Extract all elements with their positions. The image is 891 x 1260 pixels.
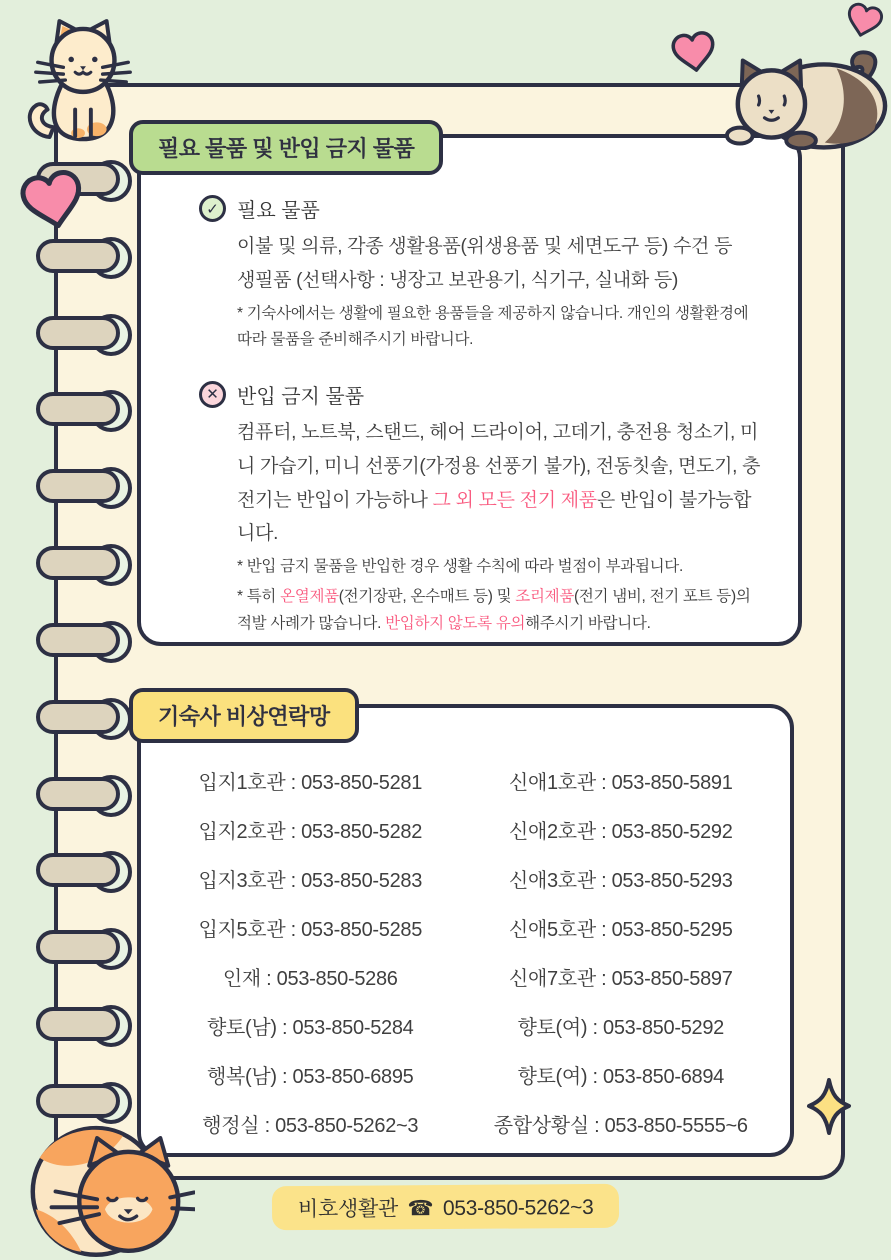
required-items-block [199, 194, 762, 354]
contact-entry: 신애3호관 : 053-850-5293 [508, 870, 733, 892]
binding-ring [36, 850, 134, 890]
binding-ring [36, 236, 134, 276]
x-circle-icon: ✕ [199, 381, 226, 408]
contact-row [155, 952, 776, 1001]
footer-contact [272, 1184, 620, 1230]
cat-curled-icon [12, 1114, 195, 1259]
prohibited-items-title: 반입 금지 물품 [237, 385, 365, 408]
binding-ring [36, 774, 134, 814]
required-items-line2: 생필품 (선택사항 : 냉장고 보관용기, 식기구, 실내화 등) [237, 269, 678, 291]
contact-row [155, 903, 776, 952]
contact-row [155, 1001, 776, 1050]
contact-entry: 입지5호관 : 053-850-5285 [198, 919, 423, 941]
note2-part: (전기장판, 온수매트 등) 및 [338, 587, 516, 605]
check-circle-icon: ✓ [199, 195, 226, 222]
sparkle-icon [806, 1077, 852, 1137]
heart-icon [842, 0, 885, 42]
binding-ring [36, 697, 134, 737]
required-items-text [237, 230, 762, 298]
contact-entry: 행정실 : 053-850-5262~3 [202, 1115, 419, 1137]
note2-part: * 특히 [237, 587, 281, 605]
cat-sitting-icon [24, 18, 142, 148]
contact-entry: 입지3호관 : 053-850-5283 [198, 870, 423, 892]
section-title-contacts: 기숙사 비상연락망 [129, 688, 359, 743]
footer-phone-number: 053-850-5262~3 [442, 1195, 594, 1221]
prohibited-body-pre: 컴퓨터, 노트북, 스탠드, 헤어 드라이어, 고데기, 충전용 청소기, 미니 가습기, 미니 선풍기(가정용 선풍기 불가), 전동칫솔, 면도기, 충전기는 반입이 가능하나 [237, 421, 761, 511]
phone-icon: ☎ [407, 1197, 434, 1221]
prohibited-items-heading [199, 380, 762, 409]
contact-entry: 신애2호관 : 053-850-5292 [508, 821, 733, 843]
heart-icon [669, 29, 718, 76]
prohibited-items-text [237, 416, 762, 551]
contact-entry: 향토(여) : 053-850-5292 [517, 1017, 724, 1039]
note2-highlight-cooking: 조리제품 [515, 587, 574, 605]
contacts-card [137, 704, 794, 1157]
prohibited-items-note2 [237, 584, 762, 637]
note2-highlight-warning: 반입하지 않도록 유의 [385, 614, 526, 632]
binding-ring [36, 466, 134, 506]
notebook-paper [54, 83, 845, 1180]
required-items-heading [199, 194, 762, 223]
contact-row [155, 805, 776, 854]
contact-row [155, 1099, 776, 1148]
prohibited-items-note1: * 반입 금지 물품을 반입한 경우 생활 수칙에 따라 벌점이 부과됩니다. [237, 558, 683, 576]
contact-entry: 신애5호관 : 053-850-5295 [508, 919, 733, 941]
binding-ring [36, 543, 134, 583]
prohibited-body-post: 은 반입이 불가능합니다. [237, 489, 752, 545]
binding-ring [36, 313, 134, 353]
contact-row [155, 1050, 776, 1099]
section-title-items: 필요 물품 및 반입 금지 물품 [129, 120, 443, 175]
spiral-binding [36, 159, 136, 1121]
contact-entry: 입지2호관 : 053-850-5282 [198, 821, 423, 843]
footer-building-name: 비호생활관 [297, 1197, 398, 1222]
contact-entry: 신애7호관 : 053-850-5897 [508, 968, 733, 990]
binding-ring [36, 389, 134, 429]
contact-entry: 향토(남) : 053-850-5284 [206, 1017, 414, 1039]
required-items-note: * 기숙사에서는 생활에 필요한 용품들을 제공하지 않습니다. 개인의 생활환경에 따라 물품을 준비해주시기 바랍니다. [237, 304, 749, 349]
contact-entry: 인재 : 053-850-5286 [222, 968, 398, 990]
note2-part: 해주시기 바랍니다. [525, 614, 651, 632]
contact-entry: 신애1호관 : 053-850-5891 [508, 772, 733, 794]
items-card [137, 134, 802, 646]
cat-lying-icon [722, 48, 890, 150]
binding-ring [36, 620, 134, 660]
note2-part: (전기 냄비, 전기 포트 등)의 적발 사례가 많습니다. [237, 587, 751, 632]
binding-ring [36, 1004, 134, 1044]
contact-row [155, 854, 776, 903]
contact-entry: 행복(남) : 053-850-6895 [206, 1066, 414, 1088]
prohibited-body-highlight: 그 외 모든 전기 제품 [432, 489, 597, 511]
prohibited-items-block [199, 380, 762, 637]
contact-entry: 향토(여) : 053-850-6894 [517, 1066, 724, 1088]
contact-row [155, 756, 776, 805]
contact-entry: 종합상황실 : 053-850-5555~6 [493, 1115, 748, 1137]
note2-highlight-heating: 온열제품 [280, 587, 339, 605]
contact-entry: 입지1호관 : 053-850-5281 [198, 772, 423, 794]
binding-ring [36, 927, 134, 967]
required-items-title: 필요 물품 [237, 200, 320, 222]
required-items-line1: 이불 및 의류, 각종 생활용품(위생용품 및 세면도구 등) 수건 등 [237, 236, 733, 257]
